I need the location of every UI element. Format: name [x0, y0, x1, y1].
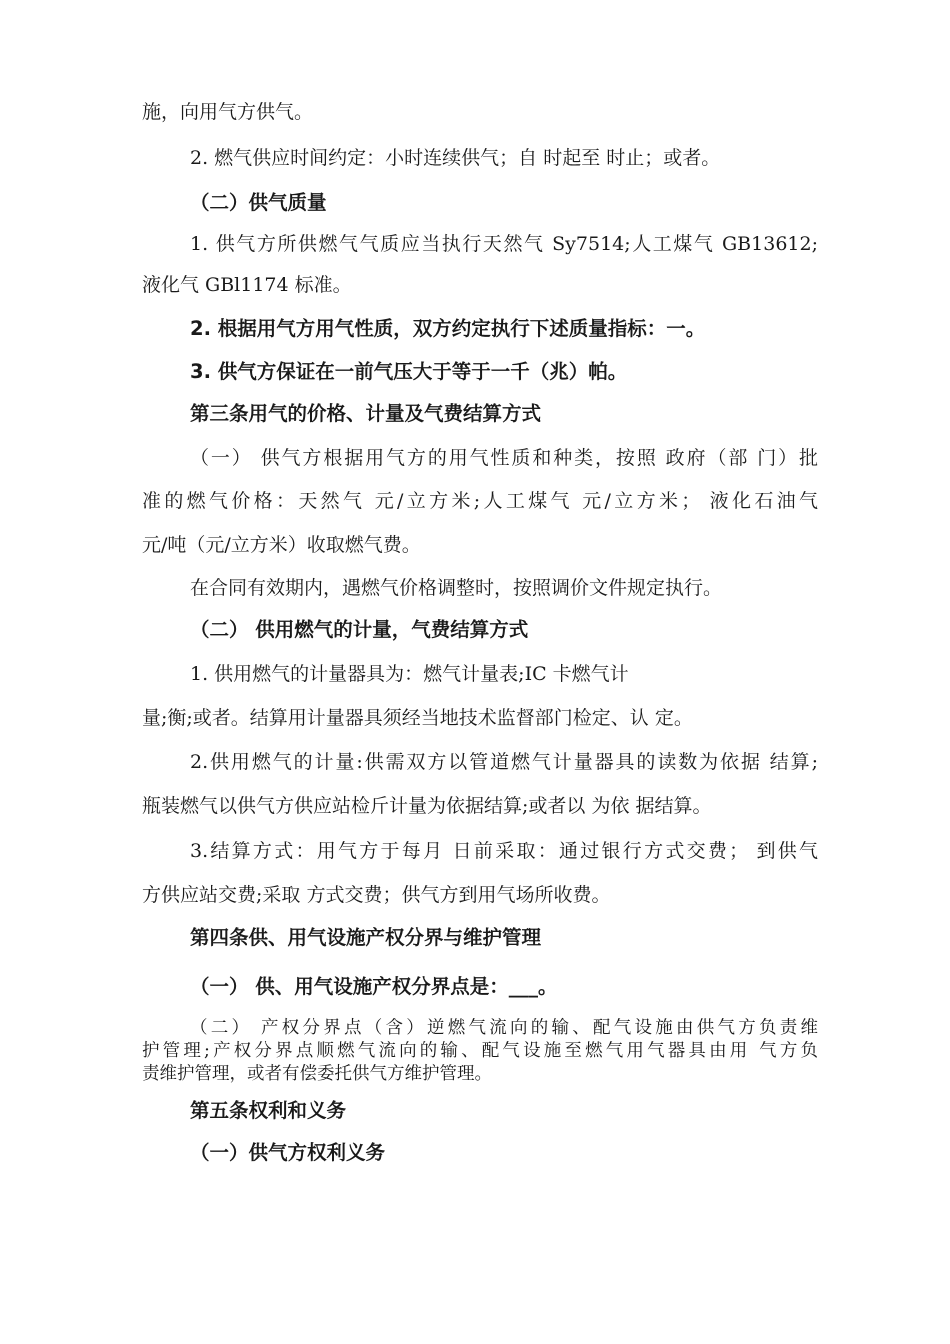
section-heading-metering: （二） 供用燃气的计量，气费结算方式	[190, 618, 529, 641]
text-line-quality-standard: 1. 供气方所供燃气气质应当执行天然气 Sy7514;人工煤气 GB13612;	[190, 233, 818, 255]
section-heading-gas-quality: （二）供气质量	[190, 191, 327, 214]
text-line-price-2: 准的燃气价格：天然气 元/立方米;人工煤气 元/立方米； 液化石油气	[142, 490, 818, 512]
article-heading-4: 第四条供、用气设施产权分界与维护管理	[190, 926, 542, 949]
section-heading-supplier-rights: （一）供气方权利义务	[190, 1141, 386, 1164]
text-line-price-adjust: 在合同有效期内，遇燃气价格调整时，按照调价文件规定执行。	[190, 577, 723, 599]
text-line-metering-1: 2.供用燃气的计量:供需双方以管道燃气计量器具的读数为依据 结算;	[190, 751, 818, 773]
text-line-maintenance-2: 护管理;产权分界点顺燃气流向的输、配气设施至燃气用气器具由用 气方负	[142, 1041, 818, 1061]
text-line-supply-time: 2. 燃气供应时间约定：小时连续供气；自 时起至 时止；或者。	[190, 147, 721, 169]
text-line-continuation: 施，向用气方供气。	[142, 101, 314, 123]
text-line-meter-1: 1. 供用燃气的计量器具为：燃气计量表;IC 卡燃气计	[190, 663, 629, 685]
text-line-boundary-point: （一） 供、用气设施产权分界点是：___。	[190, 975, 558, 998]
text-line-maintenance-1: （二） 产权分界点（含）逆燃气流向的输、配气设施由供气方负责维	[190, 1018, 818, 1038]
text-line-settlement-1: 3.结算方式：用气方于每月 日前采取：通过银行方式交费； 到供气	[190, 840, 818, 862]
text-line-maintenance-3: 责维护管理，或者有偿委托供气方维护管理。	[142, 1064, 492, 1084]
text-line-quality-standard-cont: 液化气 GBl1174 标准。	[142, 274, 352, 296]
article-heading-3: 第三条用气的价格、计量及气费结算方式	[190, 402, 542, 425]
text-line-pressure: 3. 供气方保证在一前气压大于等于一千（兆）帕。	[190, 360, 628, 383]
article-heading-5: 第五条权利和义务	[190, 1099, 347, 1122]
text-line-price-1: （一） 供气方根据用气方的用气性质和种类，按照 政府（部 门）批	[190, 447, 818, 469]
text-line-price-3: 元/吨（元/立方米）收取燃气费。	[142, 534, 421, 556]
text-line-metering-2: 瓶装燃气以供气方供应站检斤计量为依据结算;或者以 为依 据结算。	[142, 795, 712, 817]
text-line-meter-2: 量;衡;或者。结算用计量器具须经当地技术监督部门检定、认 定。	[142, 707, 693, 729]
text-line-settlement-2: 方供应站交费;采取 方式交费；供气方到用气场所收费。	[142, 884, 611, 906]
text-line-quality-index: 2. 根据用气方用气性质，双方约定执行下述质量指标：一。	[190, 317, 706, 340]
